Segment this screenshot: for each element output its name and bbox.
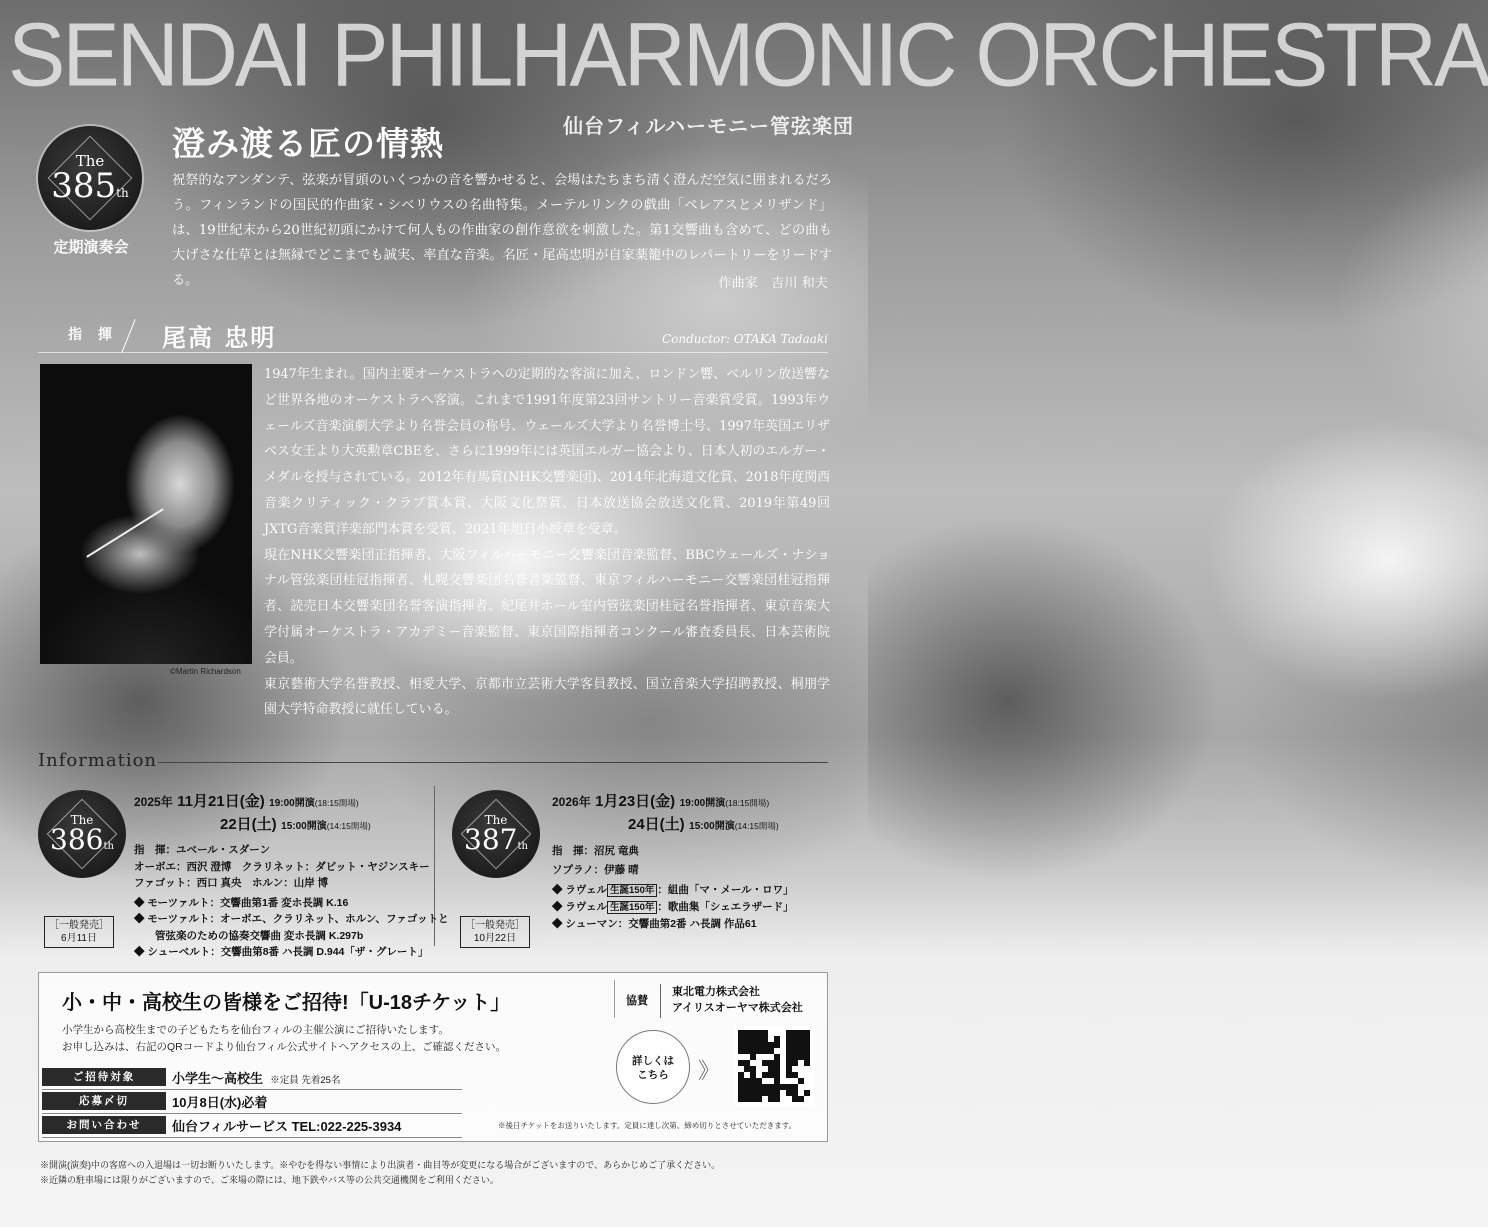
date-row-1 bbox=[552, 790, 794, 811]
badge-suffix: th bbox=[116, 185, 129, 200]
composer: ◆ ラヴェル bbox=[552, 901, 607, 913]
soloist-line-2: ファゴット：西口 真央 ホルン：山岸 博 bbox=[134, 877, 329, 889]
time-2: 15:00開演 bbox=[689, 821, 735, 832]
qr-code-icon[interactable] bbox=[734, 1026, 814, 1106]
conductor-rule bbox=[38, 352, 828, 353]
capacity-note: ※定員 先着25名 bbox=[270, 1075, 341, 1086]
target-value: 小学生〜高校生 bbox=[172, 1071, 264, 1086]
u18-desc-line-2: お申し込みは、右記のQRコードより仙台フィル公式サイトへアクセスの上、ご確認ください。 bbox=[62, 1041, 507, 1053]
badge-number: 387 bbox=[464, 823, 518, 856]
more-line-2: こちら bbox=[637, 1069, 669, 1081]
date-row-2 bbox=[134, 813, 449, 834]
photo-credit: ©Martin Richardson bbox=[170, 667, 241, 676]
program-item-2-cont: 管弦楽のための協奏交響曲 変ホ長調 K.297b bbox=[134, 929, 364, 942]
soloist-line: ソプラノ：伊藤 晴 bbox=[552, 864, 639, 876]
footer-notes bbox=[40, 1158, 840, 1188]
date-1: 1月23日(金) bbox=[595, 793, 676, 810]
date-2: 22日(土) bbox=[220, 816, 277, 833]
time-1: 19:00開演 bbox=[269, 798, 315, 809]
conductor-photo bbox=[40, 364, 252, 664]
badge-the: The bbox=[75, 151, 105, 170]
composer: ◆ ラヴェル bbox=[552, 884, 607, 896]
u18-desc-line-1: 小学生から高校生までの子どもたちを仙台フィルの主催公演にご招待いたします。 bbox=[62, 1024, 449, 1036]
program-item-3: ◆ シューベルト：交響曲第8番 ハ長調 D.944「ザ・グレート」 bbox=[134, 946, 429, 958]
conductor-role: 指 揮 bbox=[68, 326, 118, 342]
soloist-line-1: オーボエ：西沢 澄博 クラリネット：ダビット・ヤジンスキー bbox=[134, 860, 430, 873]
more-line-1: 詳しくは bbox=[632, 1055, 674, 1067]
anniversary-tag: 生誕150年 bbox=[607, 901, 657, 914]
conductor-line: 指 揮：ユベール・スダーン bbox=[134, 844, 271, 856]
open-1: (18:15開場) bbox=[725, 798, 770, 808]
sponsor-1: 東北電力株式会社 bbox=[672, 986, 760, 998]
program-item-1: ◆ モーツァルト：交響曲第1番 変ホ長調 K.16 bbox=[134, 896, 349, 909]
sale-date-387 bbox=[460, 916, 530, 948]
year: 2026年 bbox=[552, 795, 591, 809]
work: ：歌曲集「シェエラザード」 bbox=[657, 901, 794, 913]
open-2: (14:15開場) bbox=[734, 821, 779, 831]
baton bbox=[86, 508, 163, 557]
program-item-1 bbox=[552, 882, 794, 899]
row-label-target: ご招待対象 bbox=[42, 1068, 166, 1086]
conductor-name-en: Conductor: OTAKA Tadaaki bbox=[661, 332, 828, 346]
details-link-circle[interactable] bbox=[616, 1030, 690, 1104]
information-rule bbox=[158, 762, 828, 763]
sale-label: ［一般発売］ bbox=[49, 920, 109, 931]
conductor-name: 尾高 忠明 bbox=[162, 323, 277, 352]
row-value-deadline: 10月8日(水)必着 bbox=[172, 1095, 268, 1110]
sale-date: 6月11日 bbox=[61, 933, 97, 944]
badge-number: 386 bbox=[50, 823, 104, 856]
time-2: 15:00開演 bbox=[281, 821, 327, 832]
conductor-bio bbox=[264, 362, 830, 723]
concert-headline: 澄み渡る匠の情熱 bbox=[172, 124, 444, 163]
date-2: 24日(土) bbox=[628, 816, 685, 833]
conductor-line: 指 揮：沼尻 竜典 bbox=[552, 845, 639, 857]
performers-program bbox=[552, 842, 794, 933]
open-1: (18:15開場) bbox=[314, 798, 359, 808]
concert-intro: 祝祭的なアンダンテ、弦楽が冒頭のいくつかの音を響かせると、会場はたちまち清く澄んだ空気に囲まれるだろう。フィンランドの国民的作曲家・シベリウスの名曲特集。メーテルリンクの戯曲「ペレアスとメリザンド」は、19世紀末から20世紀初頭にかけて何人もの作曲家の創作意欲を刺激した。第1交響曲も含めて、どの曲も大げさな仕草とは無縁でどこまでも誠実、率直な音楽。名匠・尾高忠明が自家薬籠中のレパートリーをリードする。 bbox=[172, 173, 832, 288]
orchestra-title-en: SENDAI PHILHARMONIC ORCHESTRA bbox=[8, 4, 1488, 106]
badge-suffix: th bbox=[517, 841, 528, 852]
row-separator bbox=[42, 1137, 462, 1138]
ticket-note: ※後日チケットをお送りいたします。定員に達し次第、締め切りとさせていただきます。 bbox=[498, 1121, 797, 1130]
concert-385-badge bbox=[38, 126, 142, 230]
sponsors bbox=[672, 984, 803, 1016]
concert-386-details bbox=[134, 790, 449, 961]
row-label-contact: お問い合わせ bbox=[42, 1116, 166, 1134]
row-separator bbox=[42, 1089, 462, 1090]
sponsor-rule bbox=[660, 984, 661, 1018]
sponsor-label: 協賛 bbox=[626, 995, 648, 1007]
badge-number: 385 bbox=[51, 165, 117, 206]
sale-label: ［一般発売］ bbox=[465, 920, 525, 931]
bio-paragraph-3: 東京藝術大学名誉教授、相愛大学、京都市立芸術大学客員教授、国立音楽大学招聘教授、桐朋学園大学特命教授に就任している。 bbox=[264, 676, 830, 718]
date-row-2 bbox=[552, 813, 794, 834]
orchestra-title-ja: 仙台フィルハーモニー管弦楽団 bbox=[563, 116, 854, 138]
concert-387-badge bbox=[452, 790, 540, 878]
open-2: (14:15開場) bbox=[326, 821, 371, 831]
badge-the: The bbox=[70, 813, 94, 827]
badge-suffix: th bbox=[103, 841, 114, 852]
intro-writer: 作曲家 吉川 和夫 bbox=[718, 276, 828, 291]
sponsor-2: アイリスオーヤマ株式会社 bbox=[672, 1002, 803, 1014]
qr-pattern bbox=[738, 1030, 810, 1102]
row-value-contact: 仙台フィルサービス TEL:022-225-3934 bbox=[172, 1119, 402, 1134]
date-row-1 bbox=[134, 790, 449, 811]
concert-387-details bbox=[552, 790, 794, 933]
sale-date-386 bbox=[44, 916, 114, 948]
program-item-2: ◆ モーツァルト：オーボエ、クラリネット、ホルン、ファゴットと bbox=[134, 913, 449, 925]
badge-the: The bbox=[484, 813, 508, 827]
information-heading: Information bbox=[38, 750, 158, 771]
bio-paragraph-1: 1947年生まれ。国内主要オーケストラへの定期的な客演に加え、ロンドン響、ベルリン放送響など世界各地のオーケストラへ客演。これまで1991年度第23回サントリー音楽賞受賞。1993年ウェールズ音楽演劇大学より名誉会員の称号、ウェールズ大学より名誉博士号、1997年英国エリザベス女王より大英勲章CBEを、さらに1999年には英国エルガー協会より、日本人初のエルガー・メダルを授与されている。2012年有馬賞(NHK交響楽団)、2014年北海道文化賞、2018年度関西音楽クリティック・クラブ賞本賞、大阪文化祭賞、日本放送協会放送文化賞、2019年第49回JXTG音楽賞洋楽部門本賞を受賞、2021年旭日小綬章を受章。 bbox=[264, 367, 831, 537]
date-1: 11月21日(金) bbox=[177, 793, 265, 810]
qr-module bbox=[804, 1096, 810, 1102]
u18-title: 小・中・高校生の皆様をご招待!「U-18チケット」 bbox=[62, 992, 511, 1014]
arrow-icon: 》 bbox=[698, 1059, 721, 1084]
anniversary-tag: 生誕150年 bbox=[607, 884, 657, 897]
series-label: 定期演奏会 bbox=[53, 239, 129, 256]
sponsor-separator bbox=[614, 980, 615, 1018]
row-value-target bbox=[172, 1068, 340, 1087]
year: 2025年 bbox=[134, 795, 173, 809]
bio-paragraph-2: 現在NHK交響楽団正指揮者、大阪フィルハーモニー交響楽団音楽監督、BBCウェールズ・ナショナル管弦楽団桂冠指揮者、札幌交響楽団名誉音楽監督、東京フィルハーモニー交響楽団桂冠指揮者、読売日本交響楽団名誉客演指揮者、紀尾井ホール室内管弦楽団桂冠名誉指揮者、東京音楽大学付属オーケストラ・アカデミー音楽監督、東京国際指揮者コンクール審査委員長、日本芸術院会員。 bbox=[264, 547, 830, 666]
u18-description bbox=[62, 1022, 506, 1056]
program-item-3: ◆ シューマン：交響曲第2番 ハ長調 作品61 bbox=[552, 918, 757, 930]
footer-note-2: ※近隣の駐車場には限りがございますので、ご来場の際には、地下鉄やバス等の公共交通機関をご利用ください。 bbox=[40, 1175, 499, 1185]
concert-386-badge bbox=[38, 790, 126, 878]
row-label-deadline: 応募〆切 bbox=[42, 1092, 166, 1110]
time-1: 19:00開演 bbox=[679, 798, 726, 809]
performers-program bbox=[134, 842, 449, 961]
sale-date: 10月22日 bbox=[473, 933, 517, 944]
slash-divider bbox=[121, 319, 135, 353]
row-separator bbox=[42, 1113, 462, 1114]
program-item-2 bbox=[552, 899, 794, 916]
footer-note-1: ※開演(演奏)中の客席への入退場は一切お断りいたします。※やむを得ない事情により出演者・曲目等が変更になる場合がございますので、あらかじめご了承ください。 bbox=[40, 1160, 721, 1170]
work: ：組曲「マ・メール・ロワ」 bbox=[657, 884, 794, 896]
